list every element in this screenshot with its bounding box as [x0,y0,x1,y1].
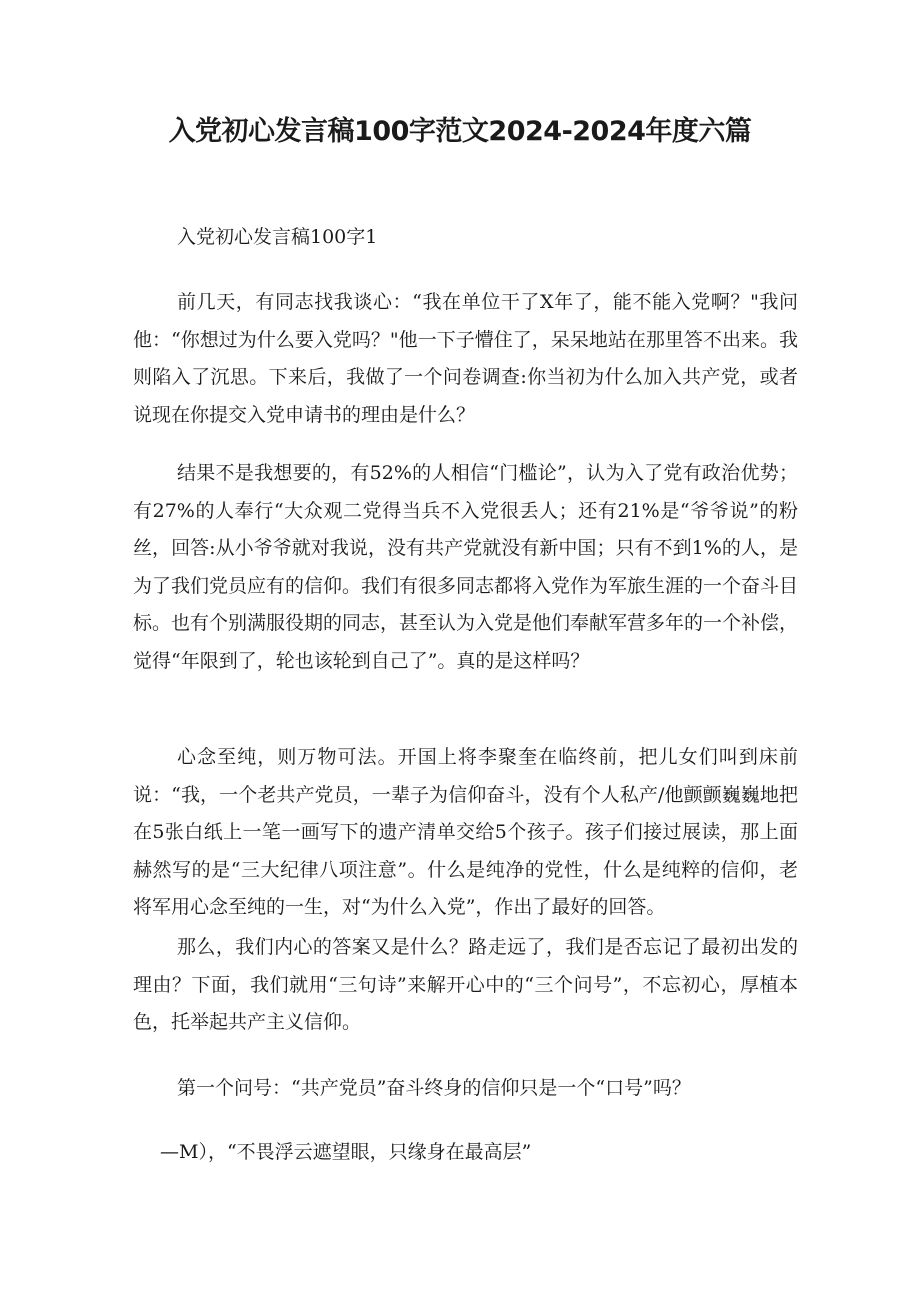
paragraph-4: 那么，我们内心的答案又是什么？路走远了，我们是否忘记了最初出发的理由？下面，我们就用“三句诗”来解开心中的“三个问号”，不忘初心，厚植本色，托举起共产主义信仰。 [133,936,798,1033]
section-heading: 入党初心发言稿100字1 [177,226,378,248]
quote-line: —M），“不畏浮云遮望眼，只缘身在最高层” [160,1141,532,1163]
paragraph-2: 结果不是我想要的，有52%的人相信“门槛论”，认为入了党有政治优势；有27%的人奉行“大众观二党得当兵不入党很丢人；还有21%是“爷爷说”的粉丝，回答:从小爷爷就对我说，没有共产党就没有新中国；只有不到1%的人，是为了我们党员应有的信仰。我们有很多同志都将入党作为军旅生涯的一个奋斗目标。也有个别满服役期的同志，甚至认为入党是他们奉献军营多年的一个补偿，觉得“年限到了，轮也该轮到自己了”。真的是这样吗？ [133,462,799,672]
question-heading-1: 第一个问号：“共产党员”奋斗终身的信仰只是一个“口号”吗？ [177,1077,691,1099]
paragraph-3: 心念至纯，则万物可法。开国上将李聚奎在临终前，把儿女们叫到床前说：“我，一个老共产党员，一辈子为信仰奋斗，没有个人私产/他颤颤巍巍地把在5张白纸上一笔一画写下的遗产清单交给5个孩子。孩子们接过展读，那上面赫然写的是“三大纪律八项注意”。什么是纯净的党性，什么是纯粹的信仰，老将军用心念至纯的一生，对“为什么入党”，作出了最好的回答。 [133,746,798,918]
document-title: 入党初心发言稿100字范文2024-2024年度六篇 [168,116,752,147]
paragraph-1: 前几天，有同志找我谈心：“我在单位干了X年了，能不能入党啊？"我问他：“你想过为什么要入党吗？"他一下子懵住了，呆呆地站在那里答不出来。我则陷入了沉思。下来后，我做了一个问卷调查:你当初为什么加入共产党，或者说现在你提交入党申请书的理由是什么？ [133,291,798,426]
